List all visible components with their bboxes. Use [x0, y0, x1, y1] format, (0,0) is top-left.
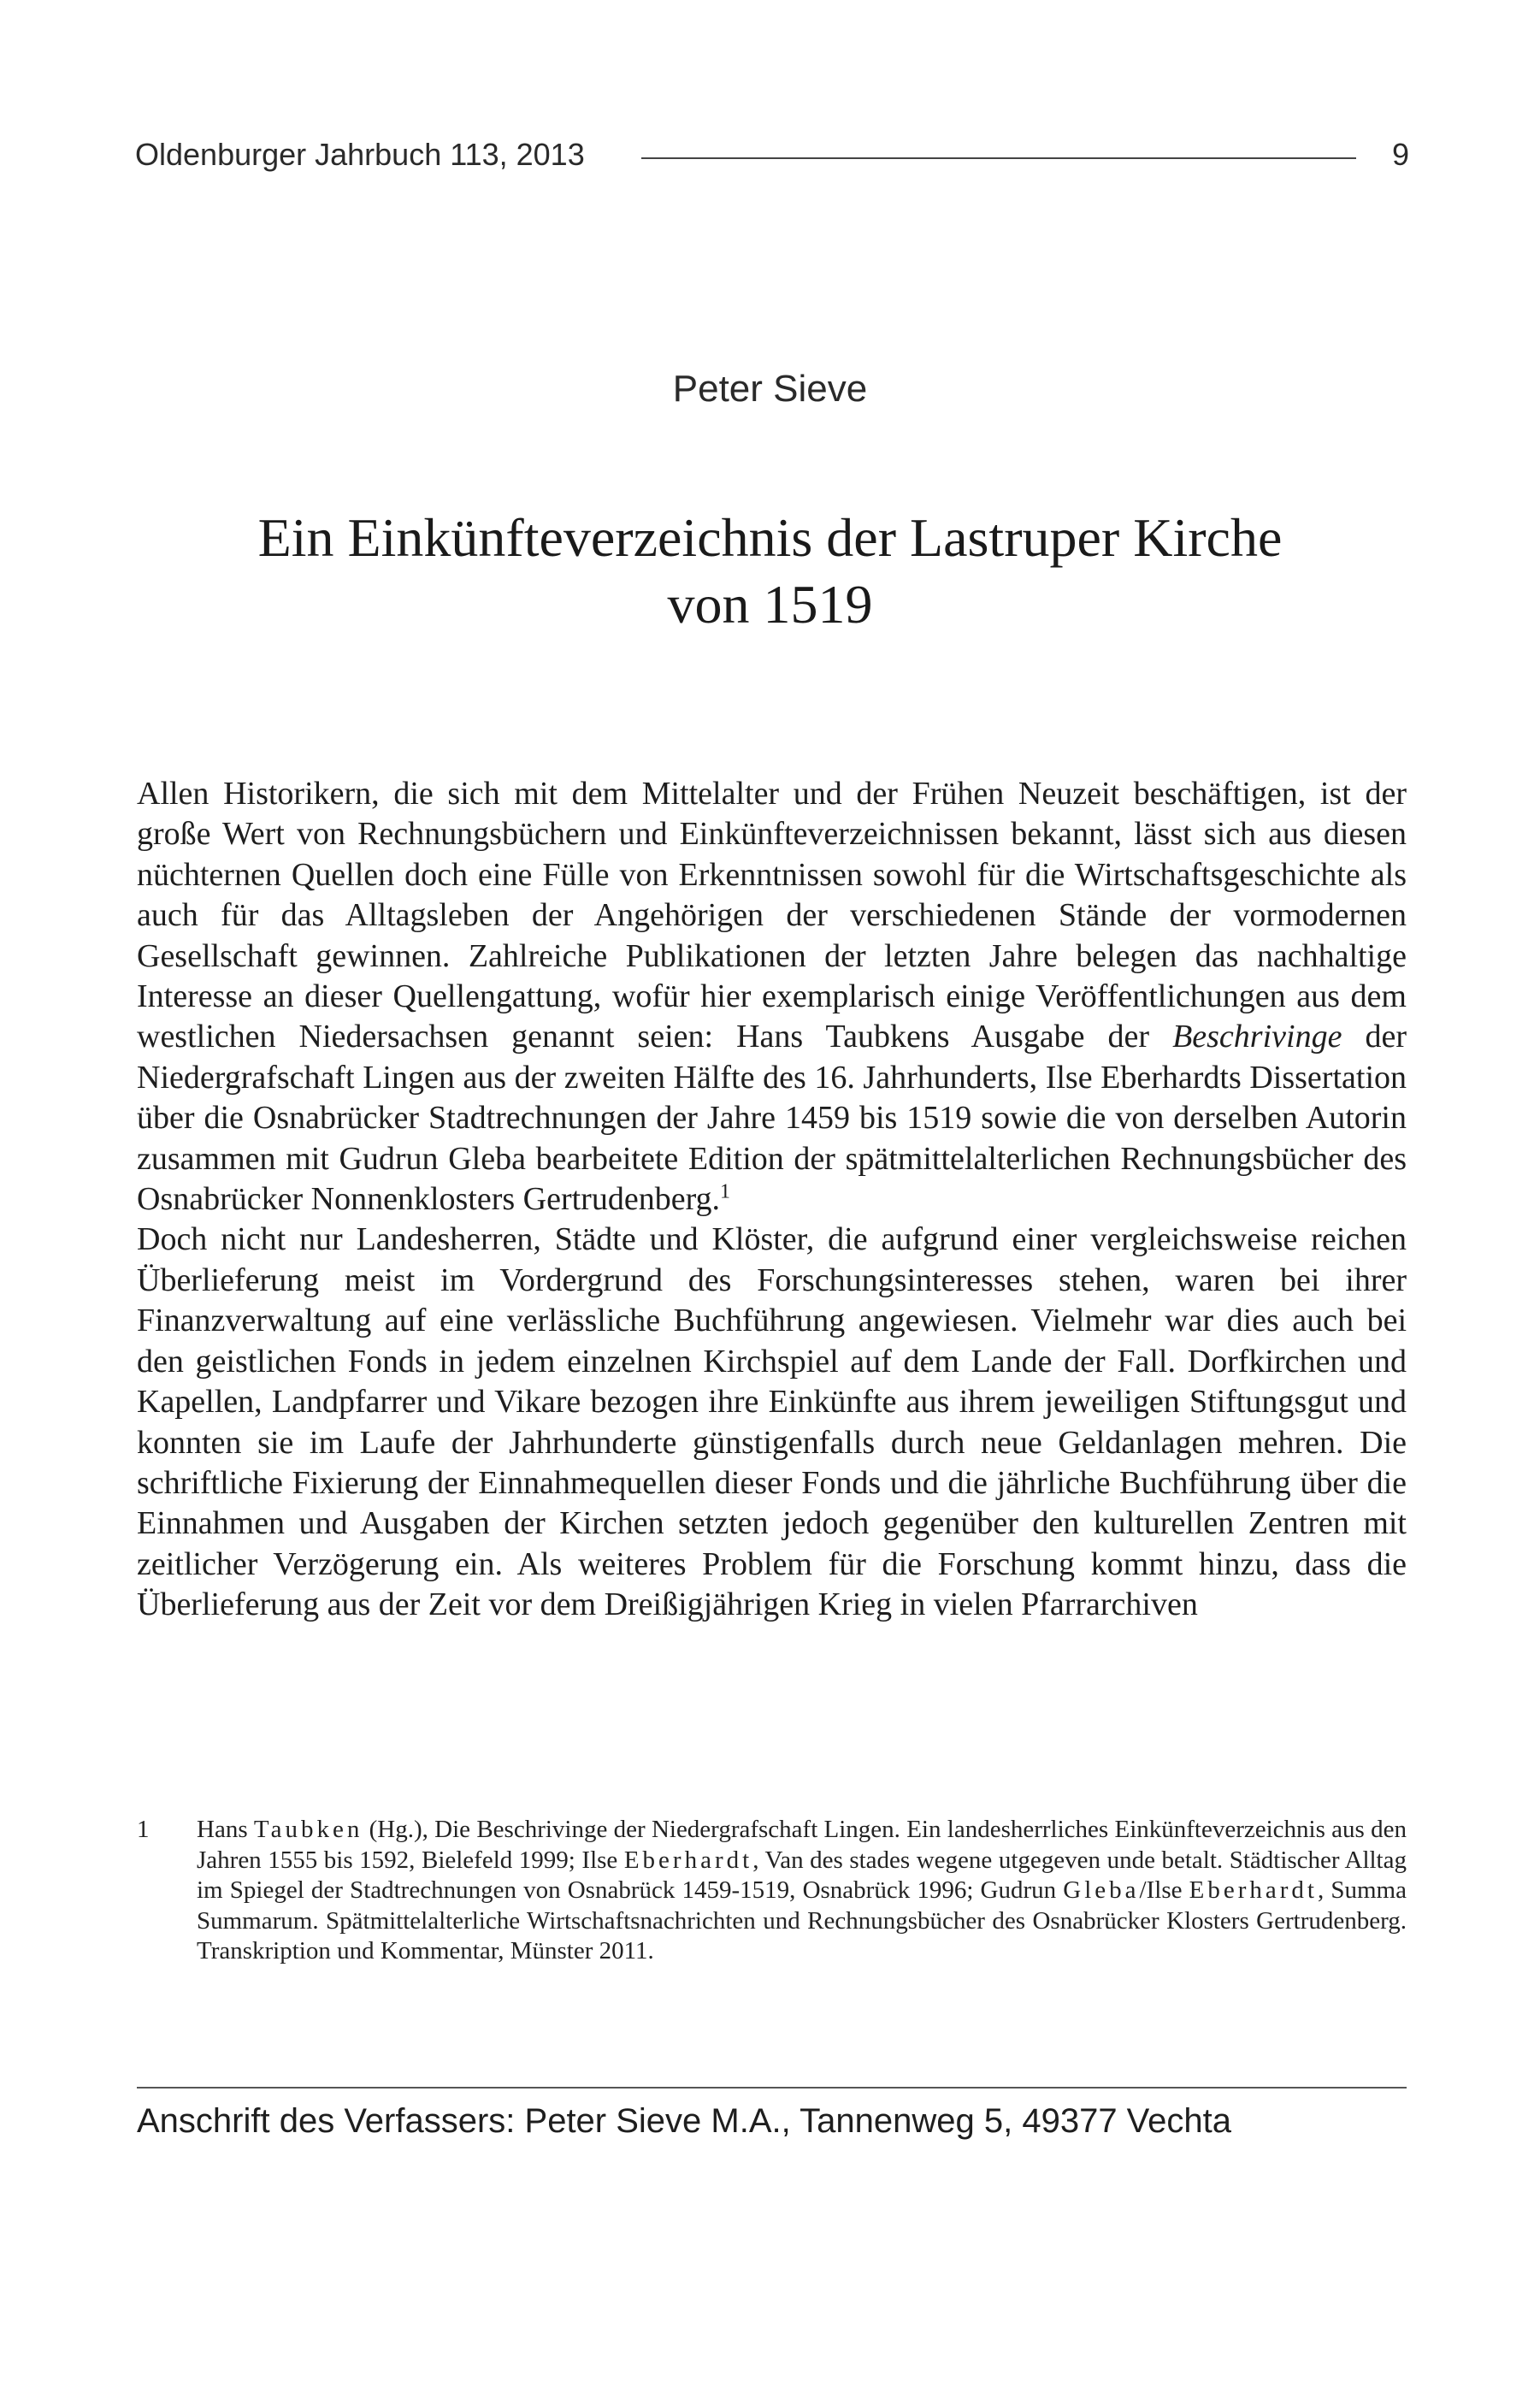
footnote-text: Hans Taubken (Hg.), Die Beschrivinge der Niedergrafschaft Lingen. Ein landesherrliches Einkünfteverzeichnis aus den Jahren 1555 bis 1592, Bielefeld 1999; Ilse Eberhardt, Van des stades wegene utgegeven unde betalt. Städtischer Alltag im Spiegel der Stadtrechnungen von Osnabrück 1459-1519, Osnabrück 1996; Gudrun Gleba/Ilse Eberhardt, Summa Summarum. Spätmittelalterliche Wirtschaftsnachrichten und Rechnungsbücher des Osnabrücker Klosters Gertrudenberg. Transkription und Kommentar, Münster 2011.: [197, 1816, 1407, 1964]
header-rule: [641, 157, 1356, 159]
footnote-1: [137, 1815, 1407, 1967]
body-text: [137, 774, 1407, 1626]
author-spaced: Taubken: [253, 1816, 363, 1843]
author-name: Peter Sieve: [672, 368, 868, 410]
title-line-2: von 1519: [667, 574, 873, 635]
address-rule: [137, 2087, 1407, 2089]
running-head: [135, 137, 1409, 174]
author-spaced: Eberhardt: [623, 1846, 753, 1874]
author-spaced: Gleba: [1063, 1876, 1140, 1904]
footnotes: [137, 1815, 1407, 1967]
journal-title: Oldenburger Jahrbuch 113, 2013: [135, 137, 585, 172]
author-spaced: Eberhardt: [1189, 1876, 1318, 1904]
page-number: 9: [1391, 137, 1409, 172]
title-line-1: Ein Einkünfteverzeichnis der Lastruper Kirche: [257, 507, 1283, 568]
footnote-reference[interactable]: 1: [720, 1180, 731, 1203]
paragraph-1-text-b: der Niedergrafschaft Lingen aus der zweiten Hälfte des 16. Jahrhunderts, Ilse Eberhardts Dissertation über die Osnabrücker Stadtrechnungen der Jahre 1459 bis 1519 sowie die von derselben Autorin zusammen mit Gudrun Gleba bearbeitete Edition der spätmittelalterlichen Rechnungsbücher des Osnabrücker Nonnenklosters Gertrudenberg.: [137, 1019, 1407, 1218]
paragraph-2: Doch nicht nur Landesherren, Städte und Klöster, die aufgrund einer vergleichsweise reichen Überlieferung meist im Vordergrund des Forschungsinteresses stehen, waren bei ihrer Finanzverwaltung auf eine verlässliche Buchführung angewiesen. Vielmehr war dies auch bei den geistlichen Fonds in jedem einzelnen Kirchspiel auf dem Lande der Fall. Dorfkirchen und Kapellen, Landpfarrer und Vikare bezogen ihre Einkünfte aus ihrem jeweiligen Stiftungsgut und konnten sie im Laufe der Jahrhunderte günstigenfalls durch neue Geldanlagen mehren. Die schriftliche Fixierung der Einnahmequellen dieser Fonds und die jährliche Buchführung über die Einnahmen und Ausgaben der Kirchen setzten jedoch gegenüber den kulturellen Zentren mit zeitlicher Verzögerung ein. Als weiteres Problem für die Forschung kommt hinzu, dass die Überlieferung aus der Zeit vor dem Dreißigjährigen Krieg in vielen Pfarrarchiven: [137, 1221, 1407, 1623]
footnote-number: 1: [137, 1816, 150, 1843]
article-title: [0, 505, 1540, 638]
author-address: Anschrift des Verfassers: Peter Sieve M.A., Tannenweg 5, 49377 Vechta: [137, 2102, 1231, 2140]
paragraph-1-text-a: Allen Historikern, die sich mit dem Mittelalter und der Frühen Neuzeit beschäftigen, ist der große Wert von Rechnungsbüchern und Einkünfteverzeichnissen bekannt, lässt sich aus diesen nüchternen Quellen doch eine Fülle von Erkenntnissen sowohl für die Wirtschaftsgeschichte als auch für das Alltagsleben der Angehörigen der verschiedenen Stände der vormodernen Gesellschaft gewinnen. Zahlreiche Publikationen der letzten Jahre belegen das nachhaltige Interesse an dieser Quellengattung, wofür hier exemplarisch einige Veröffentlichungen aus dem westlichen Niedersachsen genannt seien: Hans Taubkens Ausgabe der: [137, 776, 1407, 1055]
italic-title-beschrivinge: Beschrivinge: [1172, 1019, 1342, 1055]
paragraph-1: [137, 774, 1407, 1220]
